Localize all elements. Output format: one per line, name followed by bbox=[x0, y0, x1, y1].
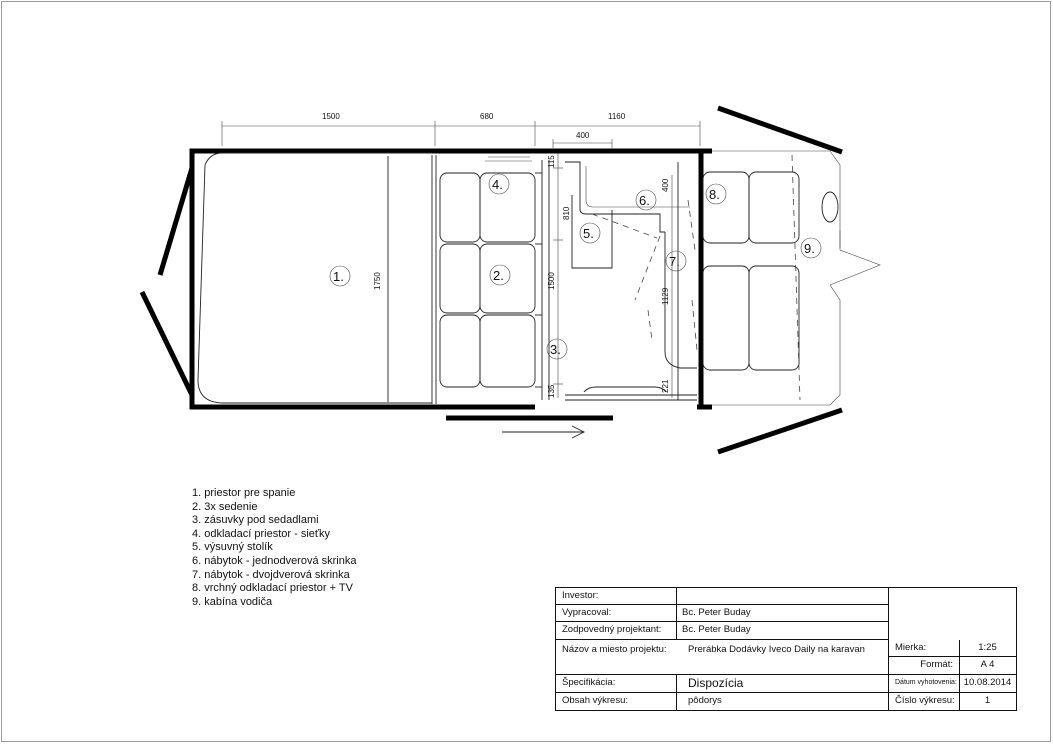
responsible-value: Bc. Peter Buday bbox=[682, 624, 751, 635]
svg-text:6.: 6. bbox=[639, 193, 650, 208]
content-value: pôdorys bbox=[688, 695, 722, 706]
bed-area bbox=[198, 153, 436, 404]
prepared-label: Vypracoval: bbox=[562, 607, 612, 618]
dim-1500-side: 1500 bbox=[547, 272, 556, 290]
dim-135: 135 bbox=[547, 384, 556, 398]
number-row bbox=[889, 693, 1016, 711]
outer-walls bbox=[192, 151, 712, 418]
number-label: Číslo výkresu: bbox=[895, 695, 955, 706]
scale-row bbox=[889, 640, 1016, 657]
format-row bbox=[889, 657, 1016, 675]
content-label: Obsah výkresu: bbox=[562, 695, 628, 706]
responsible-row bbox=[556, 622, 889, 640]
legend-item: 5. výsuvný stolík bbox=[192, 541, 273, 554]
format-value: A 4 bbox=[980, 659, 995, 670]
dim-680-top: 680 bbox=[480, 112, 494, 121]
legend-item: 7. nábytok - dvojdverová skrinka bbox=[192, 568, 350, 581]
side-dimension-lines bbox=[553, 153, 672, 398]
area-label-2 bbox=[490, 265, 510, 285]
dim-1500-top: 1500 bbox=[322, 112, 340, 121]
legend-item: 2. 3x sedenie bbox=[192, 500, 258, 513]
dim-1129: 1129 bbox=[661, 287, 670, 305]
investor-value bbox=[676, 588, 889, 604]
legend-item: 8. vrchný odkladací priestor + TV bbox=[192, 582, 353, 595]
scale-value: 1:25 bbox=[978, 642, 997, 653]
legend-item: 6. nábytok - jednodverová skrinka bbox=[192, 554, 357, 567]
dim-400-side: 400 bbox=[661, 178, 670, 192]
drivers-cab bbox=[703, 108, 880, 452]
area-label-3 bbox=[547, 339, 567, 359]
scale-label: Mierka: bbox=[895, 642, 927, 653]
area-label-6 bbox=[636, 190, 656, 210]
prepared-value: Bc. Peter Buday bbox=[682, 607, 751, 618]
spec-row bbox=[556, 675, 889, 693]
title-block bbox=[555, 587, 1017, 711]
area-label-8 bbox=[706, 184, 726, 204]
date-value: 10.08.2014 bbox=[963, 677, 1012, 688]
legend bbox=[192, 487, 356, 609]
project-value: Prerábka Dodávky Iveco Daily na karavan bbox=[688, 644, 865, 655]
svg-text:2.: 2. bbox=[493, 268, 504, 283]
legend-item: 3. zásuvky pod sedadlami bbox=[192, 514, 319, 527]
storage-furniture bbox=[565, 162, 697, 400]
project-label: Názov a miesto projektu: bbox=[562, 644, 667, 655]
svg-text:8.: 8. bbox=[709, 187, 720, 202]
format-label: Formát: bbox=[920, 659, 953, 670]
project-row bbox=[556, 640, 889, 675]
date-row bbox=[889, 675, 1016, 693]
dim-1160-top: 1160 bbox=[608, 112, 626, 121]
svg-text:4.: 4. bbox=[492, 177, 503, 192]
spec-label: Špecifikácia: bbox=[562, 677, 616, 688]
prepared-row bbox=[556, 605, 889, 622]
top-dimension-lines bbox=[222, 121, 700, 148]
svg-text:9.: 9. bbox=[804, 241, 815, 256]
svg-text:5.: 5. bbox=[583, 226, 594, 241]
legend-item: 9. kabína vodiča bbox=[192, 595, 273, 608]
spec-value: Dispozícia bbox=[688, 676, 744, 690]
dim-221: 221 bbox=[661, 379, 670, 393]
area-label-1 bbox=[330, 266, 350, 286]
dim-400-top: 400 bbox=[576, 131, 590, 140]
dim-1750: 1750 bbox=[373, 272, 382, 290]
investor-row bbox=[556, 588, 889, 605]
number-value: 1 bbox=[984, 695, 991, 706]
svg-text:3.: 3. bbox=[550, 342, 561, 357]
dim-810: 810 bbox=[562, 206, 571, 220]
investor-label: Investor: bbox=[562, 590, 599, 601]
legend-item: 1. priestor pre spanie bbox=[192, 487, 296, 499]
rear-doors bbox=[142, 168, 192, 395]
responsible-label: Zodpovedný projektant: bbox=[562, 624, 662, 635]
dim-115: 115 bbox=[547, 155, 556, 168]
area-label-7 bbox=[666, 251, 686, 271]
area-label-5 bbox=[580, 223, 600, 243]
content-row bbox=[556, 693, 889, 711]
legend-item: 4. odkladací priestor - sieťky bbox=[192, 527, 331, 540]
direction-arrow bbox=[502, 426, 584, 438]
area-label-9 bbox=[801, 238, 821, 258]
svg-text:1.: 1. bbox=[333, 269, 344, 284]
svg-text:7.: 7. bbox=[669, 254, 680, 269]
date-label: Dátum vyhotovenia: bbox=[895, 679, 957, 686]
area-label-4 bbox=[489, 174, 509, 194]
